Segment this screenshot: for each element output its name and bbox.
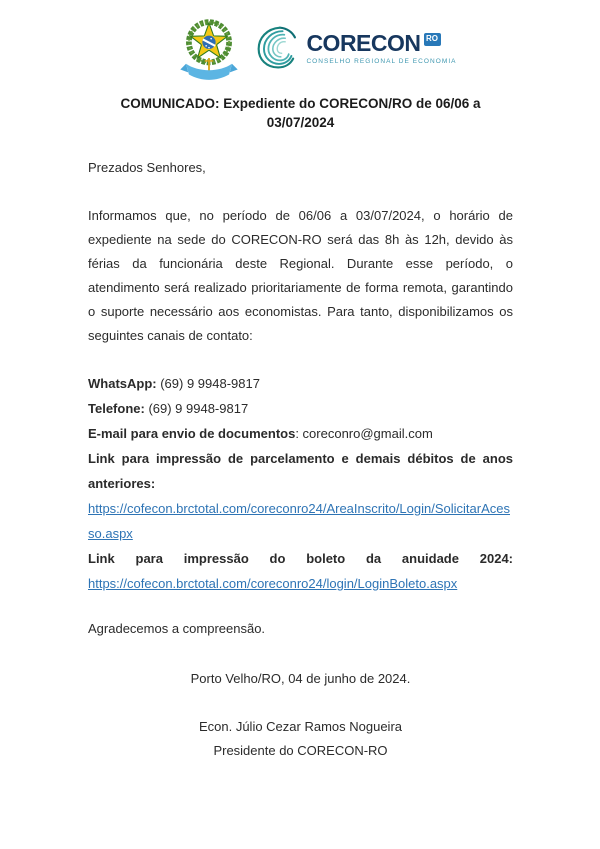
- contact-whatsapp-label: WhatsApp:: [88, 376, 157, 391]
- link-parcelamento-label: Link para impressão de parcelamento e demais débitos de anos anteriores:: [88, 451, 513, 491]
- contact-telefone-label: Telefone:: [88, 401, 145, 416]
- corecon-logo-text: [306, 29, 457, 65]
- letterhead: [88, 14, 513, 82]
- corecon-swirl-icon: [256, 25, 302, 71]
- document-title: COMUNICADO: Expediente do CORECON/RO de 06/06 a 03/07/2024: [120, 96, 481, 130]
- link-boleto[interactable]: https://cofecon.brctotal.com/coreconro24/login/LoginBoleto.aspx: [88, 576, 458, 591]
- dateline: Porto Velho/RO, 04 de junho de 2024.: [190, 671, 411, 686]
- link-parcelamento[interactable]: https://cofecon.brctotal.com/coreconro24/AreaInscrito/Login/SolicitarAcesso.aspx: [88, 501, 510, 541]
- greeting-text: Prezados Senhores,: [88, 160, 206, 175]
- signatory-name: Econ. Júlio Cezar Ramos Nogueira: [198, 719, 403, 734]
- contact-email-value: : coreconro@gmail.com: [295, 426, 433, 441]
- contact-email-label: E-mail para envio de documentos: [88, 426, 296, 441]
- corecon-logo: [256, 25, 456, 71]
- brazil-coat-of-arms-icon: [165, 15, 253, 81]
- link-boleto-paragraph: [88, 546, 513, 596]
- contact-block: [88, 371, 513, 596]
- contact-telefone-value: (69) 9 9948-9817: [144, 401, 249, 416]
- signature-block: [88, 715, 513, 763]
- link-boleto-label: Link para impressão do boleto da anuidade 2024:: [88, 551, 513, 566]
- corecon-ro-badge: RO: [424, 33, 441, 46]
- corecon-tagline: CONSELHO REGIONAL DE ECONOMIA: [306, 57, 457, 65]
- contact-email: [88, 421, 513, 446]
- corecon-wordmark: CORECON: [306, 29, 421, 56]
- body-paragraph: Informamos que, no período de 06/06 a 03/07/2024, o horário de expediente na sede do CORECON-RO será das 8h às 12h, devido às férias da funcionária deste Regional. Durante esse período, o atendimento será realizado prioritariamente de forma remota, garantindo o suporte necessário aos economistas. Para tanto, disponibilizamos os seguintes canais de contato:: [88, 208, 513, 343]
- contact-whatsapp-value: (69) 9 9948-9817: [156, 376, 260, 391]
- contact-whatsapp: [88, 371, 513, 396]
- link-parcelamento-paragraph: [88, 446, 513, 546]
- signatory-role: Presidente do CORECON-RO: [213, 743, 388, 758]
- contact-telefone: [88, 396, 513, 421]
- closing-text: Agradecemos a compreensão.: [88, 621, 266, 636]
